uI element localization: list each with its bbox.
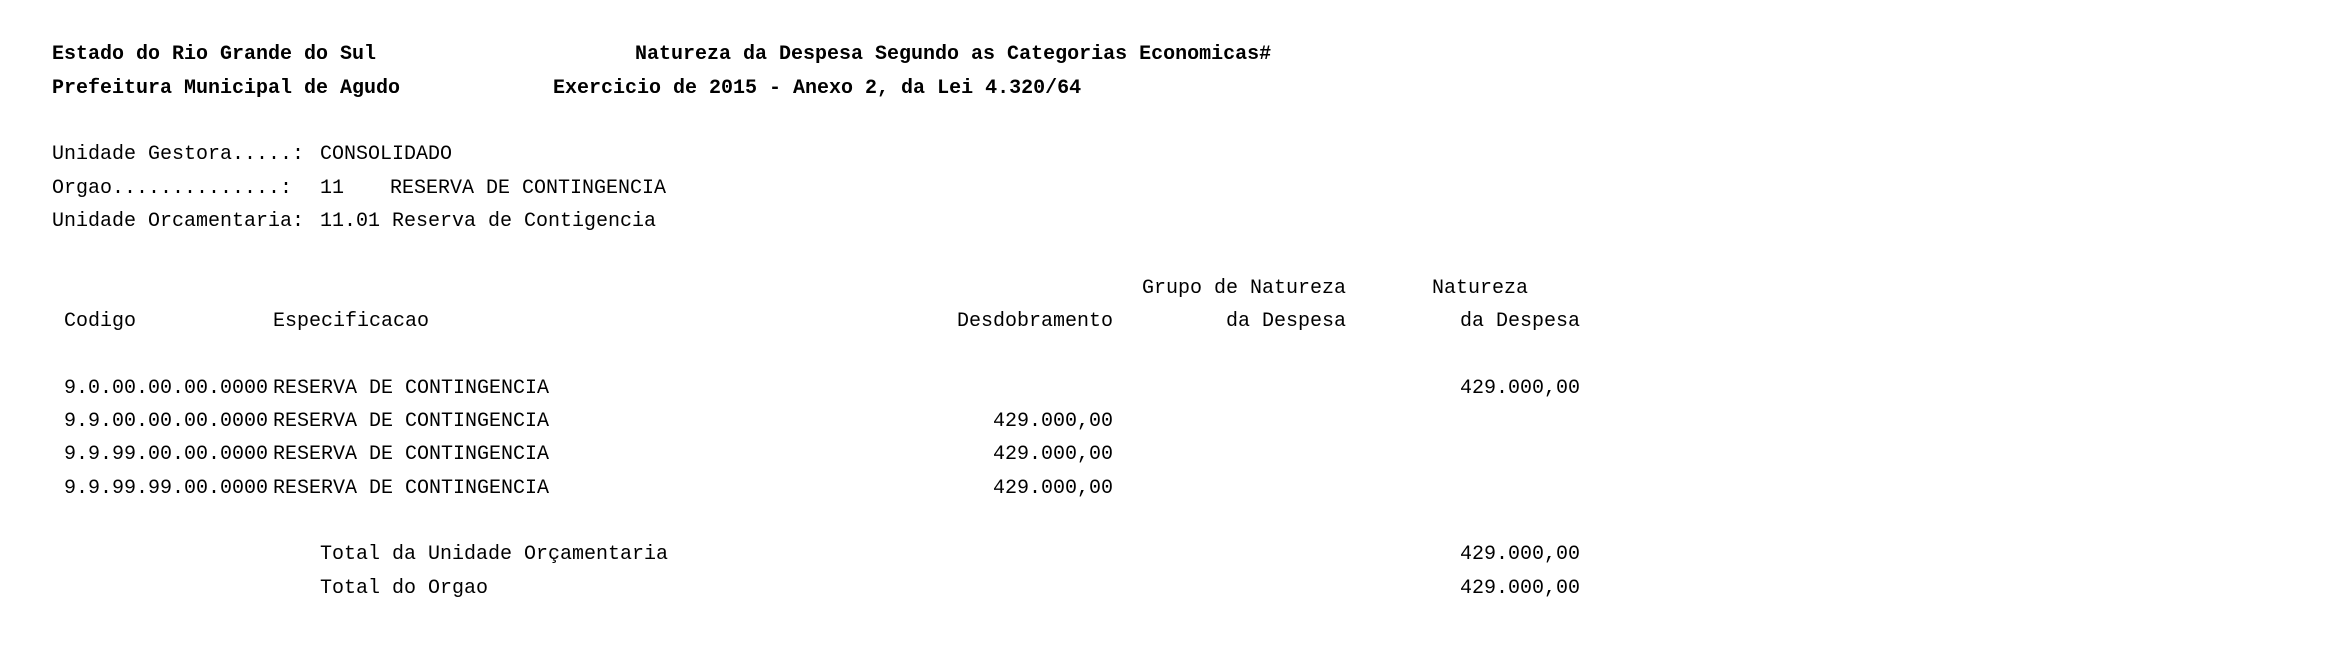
row-especificacao: RESERVA DE CONTINGENCIA — [273, 477, 550, 500]
total-orgao-label: Total do Orgao — [320, 577, 489, 600]
unidade-orcamentaria-value: 11.01 Reserva de Contigencia — [320, 210, 657, 233]
unidade-gestora-label: Unidade Gestora.....: — [52, 143, 305, 166]
row-codigo: 9.0.00.00.00.0000 — [64, 377, 269, 400]
municipality-name: Prefeitura Municipal de Agudo — [52, 77, 401, 100]
report-title: Natureza da Despesa Segundo as Categorias Economicas# — [635, 43, 1272, 66]
column-header-natureza-line1: Natureza — [1431, 277, 1528, 300]
column-header-codigo: Codigo — [64, 310, 137, 333]
unidade-gestora-value: CONSOLIDADO — [320, 143, 453, 166]
column-header-grupo-line2: da Despesa — [1225, 310, 1346, 333]
total-orgao-value: 429.000,00 — [1459, 577, 1580, 600]
row-especificacao: RESERVA DE CONTINGENCIA — [273, 443, 550, 466]
row-codigo: 9.9.99.00.00.0000 — [64, 443, 269, 466]
orgao-name: RESERVA DE CONTINGENCIA — [390, 177, 667, 200]
state-name: Estado do Rio Grande do Sul — [52, 43, 377, 66]
row-desdobramento: 429.000,00 — [992, 477, 1113, 500]
report-subtitle: Exercicio de 2015 - Anexo 2, da Lei 4.320/64 — [553, 77, 1082, 100]
row-especificacao: RESERVA DE CONTINGENCIA — [273, 410, 550, 433]
row-desdobramento: 429.000,00 — [992, 443, 1113, 466]
row-natureza: 429.000,00 — [1459, 377, 1580, 400]
column-header-natureza-line2: da Despesa — [1459, 310, 1580, 333]
row-codigo: 9.9.99.99.00.0000 — [64, 477, 269, 500]
orgao-label: Orgao..............: — [52, 177, 293, 200]
orgao-code: 11 — [320, 177, 345, 200]
total-unidade-label: Total da Unidade Orçamentaria — [320, 543, 669, 566]
row-codigo: 9.9.00.00.00.0000 — [64, 410, 269, 433]
row-desdobramento: 429.000,00 — [992, 410, 1113, 433]
column-header-grupo-line1: Grupo de Natureza — [1141, 277, 1346, 300]
unidade-orcamentaria-label: Unidade Orcamentaria: — [52, 210, 305, 233]
column-header-especificacao: Especificacao — [273, 310, 430, 333]
column-header-desdobramento: Desdobramento — [956, 310, 1113, 333]
row-especificacao: RESERVA DE CONTINGENCIA — [273, 377, 550, 400]
total-unidade-value: 429.000,00 — [1459, 543, 1580, 566]
